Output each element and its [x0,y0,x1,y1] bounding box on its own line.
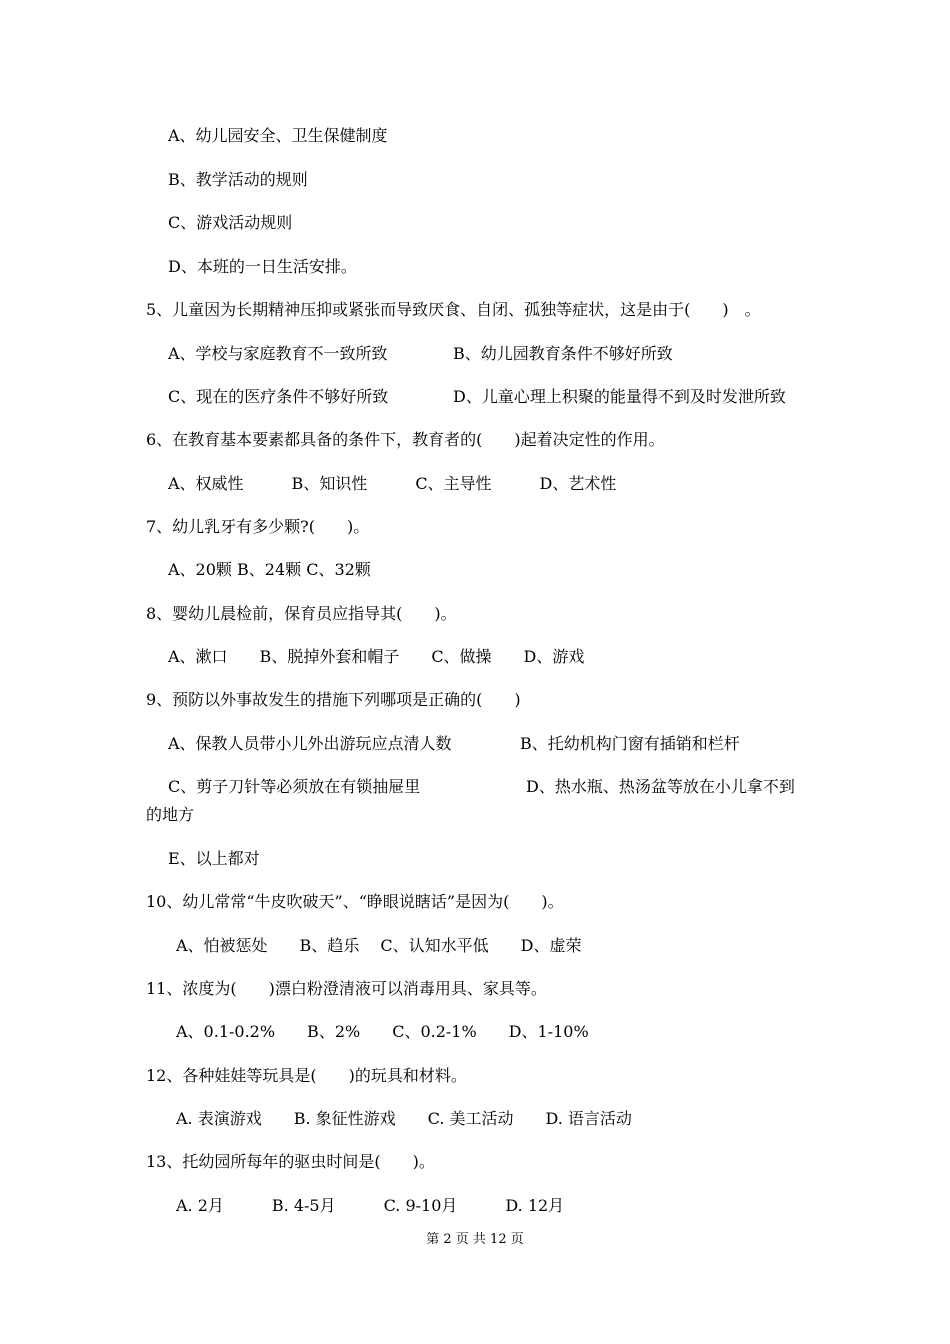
q5-option-b: B、幼儿园教育条件不够好所致 [453,344,673,363]
q12-options: A. 表演游戏 B. 象征性游戏 C. 美工活动 D. 语言活动 [176,1109,632,1128]
q9-option-c: C、剪子刀针等必须放在有锁抽屉里 [168,777,421,796]
question-9-stem: 9、预防以外事故发生的措施下列哪项是正确的( ) [146,690,521,709]
question-10-stem: 10、幼儿常常“牛皮吹破天”、“睁眼说瞎话”是因为( )。 [146,892,564,911]
question-8-stem: 8、婴幼儿晨检前，保育员应指导其( )。 [146,604,457,623]
q9-option-b: B、托幼机构门窗有插销和栏杆 [520,734,740,753]
question-7-stem: 7、幼儿乳牙有多少颗?( )。 [146,517,370,536]
option-line: C、游戏活动规则 [168,213,293,232]
q8-options: A、漱口 B、脱掉外套和帽子 C、做操 D、游戏 [168,647,585,666]
q9-option-e: E、以上都对 [168,849,260,868]
question-6-stem: 6、在教育基本要素都具备的条件下，教育者的( )起着决定性的作用。 [146,430,665,449]
q6-options: A、权威性 B、知识性 C、主导性 D、艺术性 [168,474,617,493]
question-12-stem: 12、各种娃娃等玩具是( )的玩具和材料。 [146,1066,467,1085]
q9-option-d: D、热水瓶、热汤盆等放在小儿拿不到 [526,777,795,796]
q10-options: A、怕被惩处 B、趋乐 C、认知水平低 D、虚荣 [176,936,582,955]
q7-options: A、20颗 B、24颗 C、32颗 [168,560,371,579]
q9-option-d-continuation: 的地方 [146,805,195,824]
q9-option-a: A、保教人员带小儿外出游玩应点清人数 [168,734,452,753]
q5-option-a: A、学校与家庭教育不一致所致 [168,344,388,363]
question-13-stem: 13、托幼园所每年的驱虫时间是( )。 [146,1152,435,1171]
q5-option-d: D、儿童心理上积聚的能量得不到及时发泄所致 [453,387,786,406]
option-line: B、教学活动的规则 [168,170,308,189]
page-number: 第 2 页 共 12 页 [426,1232,524,1247]
q11-options: A、0.1-0.2% B、2% C、0.2-1% D、1-10% [176,1022,589,1041]
question-11-stem: 11、浓度为( )漂白粉澄清液可以消毒用具、家具等。 [146,979,547,998]
question-5-stem: 5、儿童因为长期精神压抑或紧张而导致厌食、自闭、孤独等症状，这是由于( ) 。 [146,300,761,319]
option-line: D、本班的一日生活安排。 [168,257,357,276]
q5-option-c: C、现在的医疗条件不够好所致 [168,387,389,406]
q13-options: A. 2月 B. 4-5月 C. 9-10月 D. 12月 [176,1196,565,1215]
option-line: A、幼儿园安全、卫生保健制度 [168,126,388,145]
